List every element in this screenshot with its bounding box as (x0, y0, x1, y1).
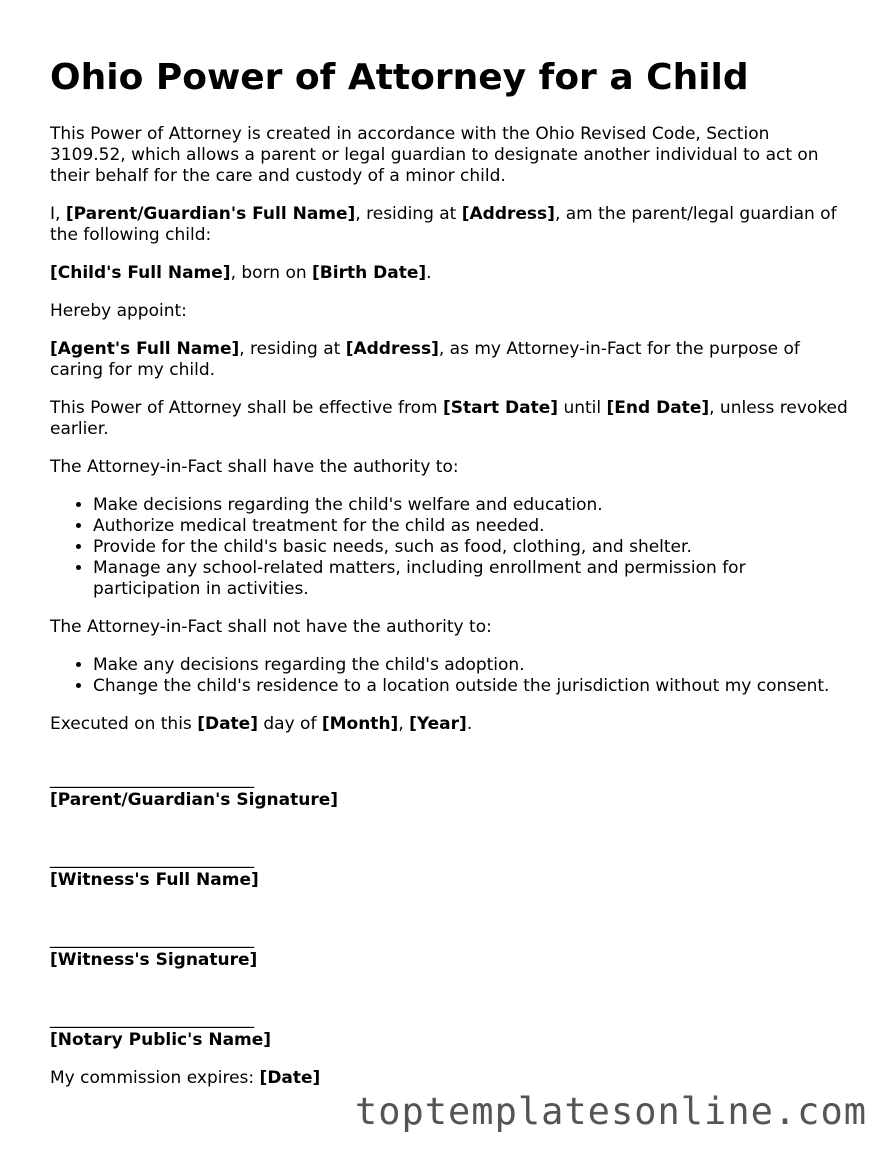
agent-text-1: , residing at (239, 339, 346, 359)
witness-signature (50, 929, 850, 971)
no-authority-list (50, 655, 850, 697)
appoint-paragraph: Hereby appoint: (50, 301, 187, 321)
executed-month-field: [Month] (321, 714, 399, 734)
witness-name (50, 849, 850, 891)
executed-text-1: Executed on this (50, 714, 198, 734)
authority-list (50, 495, 850, 600)
signature-line: ________________________ (50, 929, 254, 949)
child-name-field: [Child's Full Name] (50, 263, 231, 283)
list-item: • Make decisions regarding the child's welfare and education. (93, 495, 850, 516)
commission-paragraph (50, 1068, 850, 1089)
end-date-field: [End Date] (606, 398, 710, 418)
effective-paragraph (50, 398, 850, 440)
parent-text-1: I, (50, 204, 66, 224)
agent-name-field: [Agent's Full Name] (50, 339, 240, 359)
start-date-field: [Start Date] (443, 398, 559, 418)
list-item: • Provide for the child's basic needs, such as food, clothing, and shelter. (93, 537, 850, 558)
signature-label: [Witness's Full Name] (50, 870, 259, 890)
list-item: • Authorize medical treatment for the child as needed. (93, 516, 850, 537)
document-page (50, 56, 850, 1106)
agent-paragraph (50, 339, 850, 381)
executed-text-2: day of (257, 714, 322, 734)
agent-text-2: , as my Attorney-in-Fact for the purpose of caring for my child. (50, 339, 800, 380)
executed-year-field: [Year] (409, 714, 467, 734)
child-paragraph (50, 263, 850, 284)
parent-address-field: [Address] (461, 204, 555, 224)
authority-heading: The Attorney-in-Fact shall have the authority to: (50, 457, 459, 477)
commission-text: My commission expires: (50, 1068, 260, 1088)
commission-date-field: [Date] (259, 1068, 321, 1088)
list-item: • Manage any school-related matters, including enrollment and permission for participation in activities. (93, 558, 850, 600)
no-authority-heading: The Attorney-in-Fact shall not have the authority to: (50, 617, 492, 637)
signature-block (50, 769, 850, 1051)
signature-label: [Witness's Signature] (50, 950, 258, 970)
signature-line: ________________________ (50, 1009, 254, 1029)
signature-label: [Parent/Guardian's Signature] (50, 790, 339, 810)
parent-signature (50, 769, 850, 811)
signature-label: [Notary Public's Name] (50, 1030, 272, 1050)
parent-name-field: [Parent/Guardian's Full Name] (65, 204, 356, 224)
list-item: • Change the child's residence to a location outside the jurisdiction without my consent. (93, 676, 850, 697)
parent-text-2: , residing at (355, 204, 462, 224)
signature-line: ________________________ (50, 849, 254, 869)
executed-paragraph (50, 714, 850, 735)
parent-paragraph (50, 204, 850, 246)
executed-text-3: , (398, 714, 410, 734)
effective-text-2: until (558, 398, 607, 418)
agent-address-field: [Address] (345, 339, 439, 359)
signature-line: ________________________ (50, 769, 254, 789)
child-text-1: , born on (230, 263, 313, 283)
executed-text-4: . (466, 714, 473, 734)
child-birth-date-field: [Birth Date] (312, 263, 427, 283)
effective-text-3: , unless revoked earlier. (50, 398, 848, 439)
parent-text-3: , am the parent/legal guardian of the following child: (50, 204, 837, 245)
executed-date-field: [Date] (197, 714, 258, 734)
document-title: Ohio Power of Attorney for a Child (50, 57, 749, 98)
notary-name (50, 1009, 850, 1051)
watermark: toptemplatesonline.com (354, 1090, 867, 1133)
list-item: • Make any decisions regarding the child's adoption. (93, 655, 850, 676)
effective-text-1: This Power of Attorney shall be effective from (50, 398, 443, 418)
child-text-2: . (426, 263, 432, 283)
intro-paragraph: This Power of Attorney is created in accordance with the Ohio Revised Code, Section 3109.52, which allows a parent or legal guardian to designate another individual to act on their behalf for the care and custody of a minor child. (50, 124, 819, 186)
